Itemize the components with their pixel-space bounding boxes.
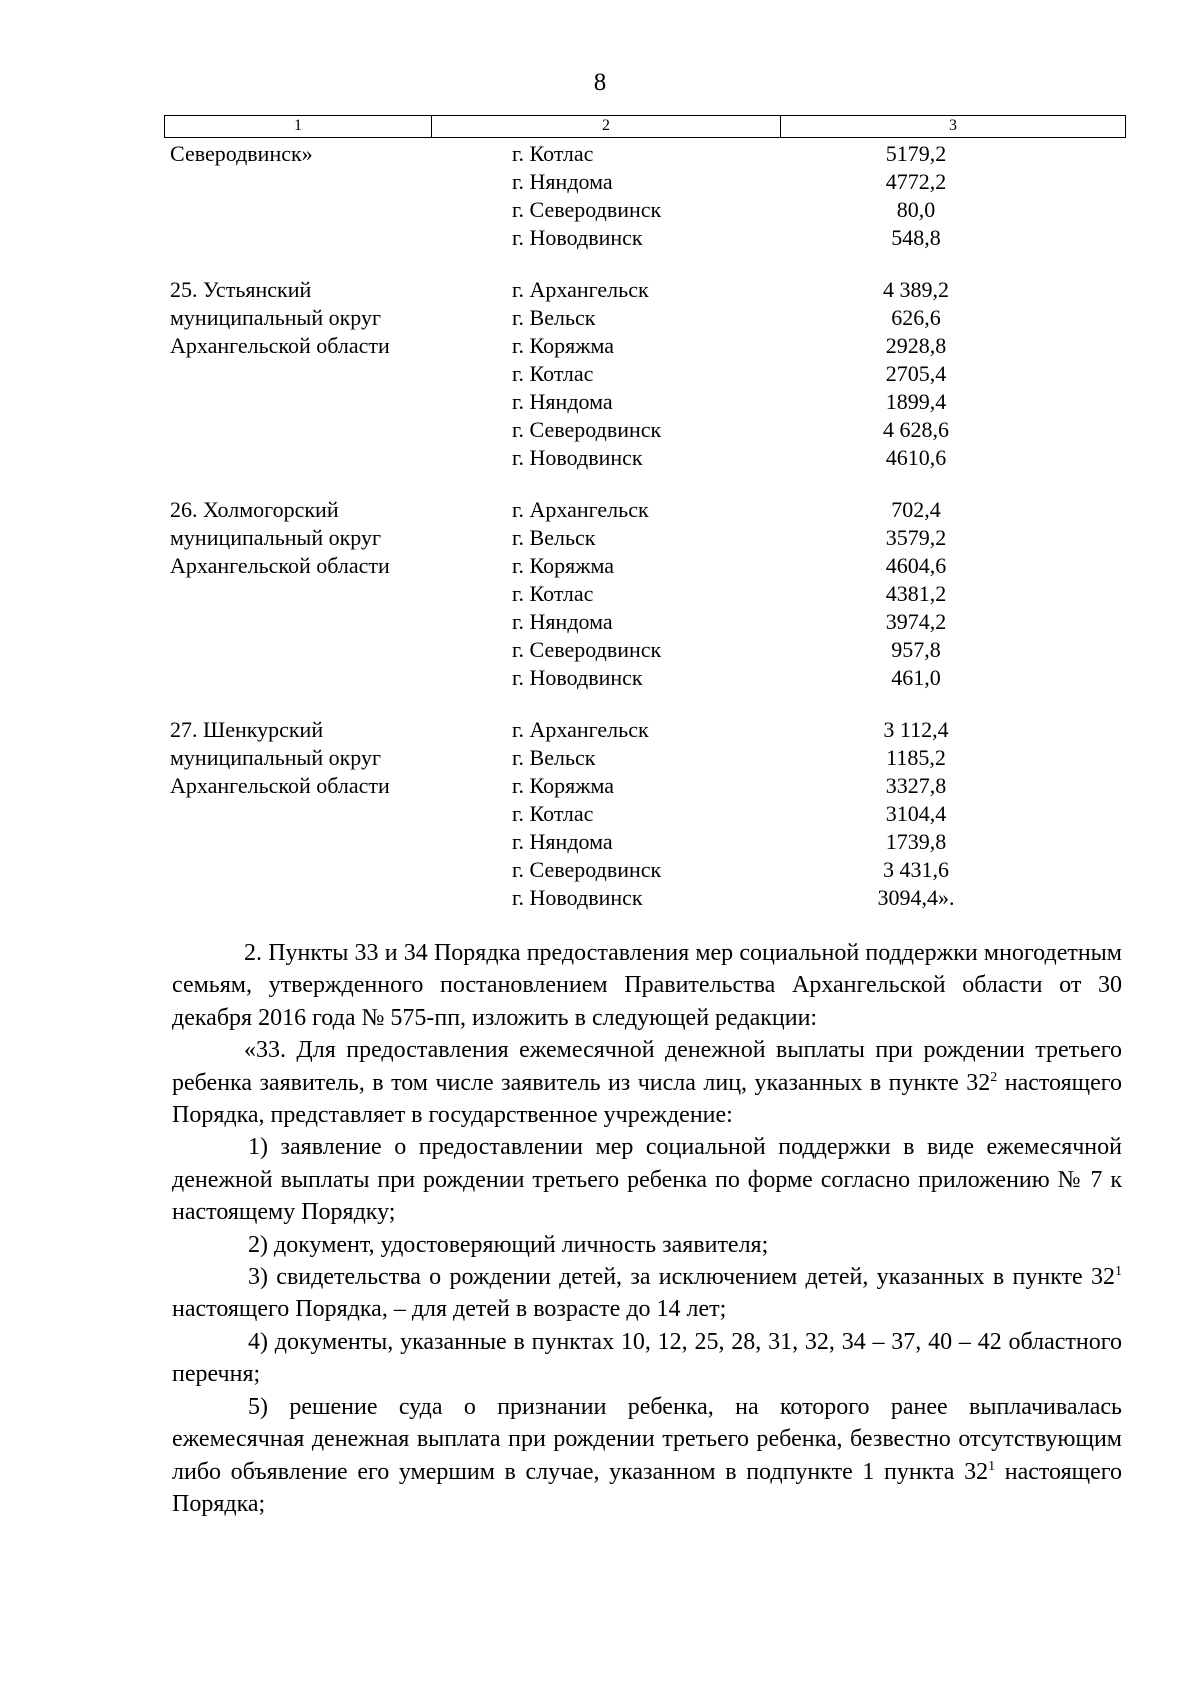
city-cell: г. Архангельск [512, 497, 649, 522]
table-row [170, 828, 1120, 856]
superscript: 1 [988, 1458, 996, 1474]
value-cell: 4772,2 [885, 169, 947, 194]
paragraph [172, 1131, 1122, 1228]
city-cell: г. Котлас [512, 801, 594, 826]
value-cell: 80,0 [896, 197, 936, 222]
municipality-cell [170, 884, 512, 912]
city-cell: г. Новодвинск [512, 665, 643, 690]
paragraph-text: «33. Для предоставления ежемесячной денежной выплаты при рождении третьего ребенка заявитель, в том числе заявитель из числа лиц, указанных в пункте 32 [172, 1037, 1122, 1096]
superscript: 2 [990, 1069, 998, 1085]
table-row [170, 444, 1120, 472]
table-row [170, 772, 1120, 800]
value-cell: 2705,4 [885, 361, 947, 386]
municipality-cell [170, 636, 512, 664]
table-row [170, 360, 1120, 388]
value-cell: 626,6 [891, 305, 941, 330]
column-header-1: 1 [165, 116, 432, 137]
table-row [170, 744, 1120, 772]
paragraph-text: 3) свидетельства о рождении детей, за исключением детей, указанных в пункте 32 [248, 1264, 1115, 1291]
municipality-cell [170, 444, 512, 472]
municipality-cell: муниципальный округ [170, 745, 382, 770]
paragraph [172, 1261, 1122, 1326]
table-row [170, 304, 1120, 332]
value-cell: 1185,2 [886, 745, 946, 770]
table-row [170, 884, 1120, 912]
municipality-cell [170, 416, 512, 444]
city-cell: г. Вельск [512, 525, 596, 550]
city-cell: г. Вельск [512, 305, 596, 330]
municipality-group [170, 716, 1120, 912]
city-cell: г. Няндома [512, 829, 613, 854]
table-body [170, 140, 1120, 936]
municipality-cell: Архангельской области [170, 553, 390, 578]
table-row [170, 388, 1120, 416]
municipality-cell: муниципальный округ [170, 525, 382, 550]
city-cell: г. Архангельск [512, 277, 649, 302]
city-cell: г. Северодвинск [512, 857, 662, 882]
value-cell: 4 389,2 [883, 277, 949, 302]
municipality-cell [170, 664, 512, 692]
paragraph [172, 1034, 1122, 1131]
municipality-cell [170, 388, 512, 416]
paragraph [172, 1229, 1122, 1261]
value-cell: 4 628,6 [883, 417, 949, 442]
city-cell: г. Няндома [512, 389, 613, 414]
municipality-cell: Северодвинск» [170, 141, 313, 166]
city-cell: г. Коряжма [512, 773, 614, 798]
city-cell: г. Коряжма [512, 333, 614, 358]
municipality-cell [170, 168, 512, 196]
municipality-cell [170, 856, 512, 884]
table-row [170, 608, 1120, 636]
city-cell: г. Северодвинск [512, 637, 662, 662]
paragraph [172, 937, 1122, 1034]
table-row [170, 332, 1120, 360]
municipality-cell: муниципальный округ [170, 305, 382, 330]
paragraph-text: 5) решение суда о признании ребенка, на которого ранее выплачивалась ежемесячная денежная выплата при рождении третьего ребенка, безвестно отсутствующим либо объявление его умершим в случае, указанном в подпункте 1 пункта 32 [172, 1393, 1122, 1485]
value-cell: 5179,2 [885, 141, 947, 166]
municipality-cell [170, 224, 512, 252]
value-cell: 3 112,4 [883, 717, 949, 742]
municipality-group [170, 496, 1120, 692]
value-cell: 4604,6 [885, 553, 947, 578]
municipality-cell [170, 360, 512, 388]
table-row [170, 552, 1120, 580]
municipality-cell: Архангельской области [170, 333, 390, 358]
paragraph-text: 2. Пункты 33 и 34 Порядка предоставления мер социальной поддержки многодетным семьям, утвержденного постановлением Правительства Архангельской области от 30 декабря 2016 года № 575-пп, изложить в следующей редакции: [172, 940, 1122, 1031]
superscript: 1 [1115, 1264, 1122, 1280]
municipality-cell [170, 608, 512, 636]
value-cell: 461,0 [891, 665, 941, 690]
paragraph-text: настоящего Порядка, представляет в государственное учреждение: [172, 1069, 1122, 1129]
city-cell: г. Архангельск [512, 717, 649, 742]
table-row [170, 276, 1120, 304]
table-row [170, 224, 1120, 252]
value-cell: 3 431,6 [883, 857, 949, 882]
city-cell: г. Няндома [512, 169, 613, 194]
value-cell: 3094,4». [877, 885, 955, 910]
city-cell: г. Няндома [512, 609, 613, 634]
municipality-group [170, 140, 1120, 252]
municipality-cell: 25. Устьянский [170, 277, 312, 302]
table-row [170, 168, 1120, 196]
municipality-group [170, 276, 1120, 472]
column-header-2: 2 [432, 116, 781, 137]
municipality-cell [170, 196, 512, 224]
city-cell: г. Котлас [512, 361, 594, 386]
municipality-cell [170, 828, 512, 856]
table-row [170, 140, 1120, 168]
value-cell: 548,8 [891, 225, 941, 250]
city-cell: г. Новодвинск [512, 445, 643, 470]
paragraph-text: 2) документ, удостоверяющий личность заявителя; [248, 1231, 769, 1258]
municipality-cell [170, 580, 512, 608]
value-cell: 2928,8 [885, 333, 947, 358]
value-cell: 3974,2 [885, 609, 947, 634]
table-header [164, 115, 1126, 138]
municipality-cell [170, 800, 512, 828]
value-cell: 702,4 [891, 497, 941, 522]
column-header-3: 3 [949, 117, 957, 134]
table-row [170, 636, 1120, 664]
city-cell: г. Котлас [512, 141, 594, 166]
document-text [172, 937, 1122, 1520]
table-row [170, 580, 1120, 608]
value-cell: 3327,8 [885, 773, 947, 798]
paragraph-text: настоящего Порядка, – для детей в возрасте до 14 лет; [172, 1296, 727, 1323]
paragraph [172, 1326, 1122, 1391]
table-row [170, 496, 1120, 524]
table-row [170, 416, 1120, 444]
city-cell: г. Северодвинск [512, 417, 662, 442]
city-cell: г. Новодвинск [512, 885, 643, 910]
table-row [170, 664, 1120, 692]
value-cell: 957,8 [891, 637, 941, 662]
city-cell: г. Котлас [512, 581, 594, 606]
city-cell: г. Коряжма [512, 553, 614, 578]
paragraph-text: 4) документы, указанные в пунктах 10, 12, 25, 28, 31, 32, 34 – 37, 40 – 42 областного перечня; [172, 1328, 1122, 1388]
value-cell: 1899,4 [885, 389, 947, 414]
city-cell: г. Северодвинск [512, 197, 662, 222]
value-cell: 1739,8 [885, 829, 947, 854]
table-row [170, 856, 1120, 884]
municipality-cell: 27. Шенкурский [170, 717, 324, 742]
table-row [170, 196, 1120, 224]
page-number: 8 [593, 69, 607, 96]
value-cell: 4381,2 [885, 581, 947, 606]
paragraph-text: настоящего Порядка; [172, 1458, 1123, 1517]
municipality-cell: 26. Холмогорский [170, 497, 339, 522]
table-row [170, 524, 1120, 552]
table-row [170, 716, 1120, 744]
city-cell: г. Вельск [512, 745, 596, 770]
value-cell: 3579,2 [885, 525, 947, 550]
value-cell: 3104,4 [885, 801, 947, 826]
paragraph [172, 1391, 1122, 1521]
paragraph-text: 1) заявление о предоставлении мер социальной поддержки в виде ежемесячной денежной выплаты при рождении третьего ребенка по форме согласно приложению № 7 к настоящему Порядку; [172, 1134, 1122, 1226]
table-row [170, 800, 1120, 828]
municipality-cell: Архангельской области [170, 773, 390, 798]
value-cell: 4610,6 [885, 445, 947, 470]
city-cell: г. Новодвинск [512, 225, 643, 250]
